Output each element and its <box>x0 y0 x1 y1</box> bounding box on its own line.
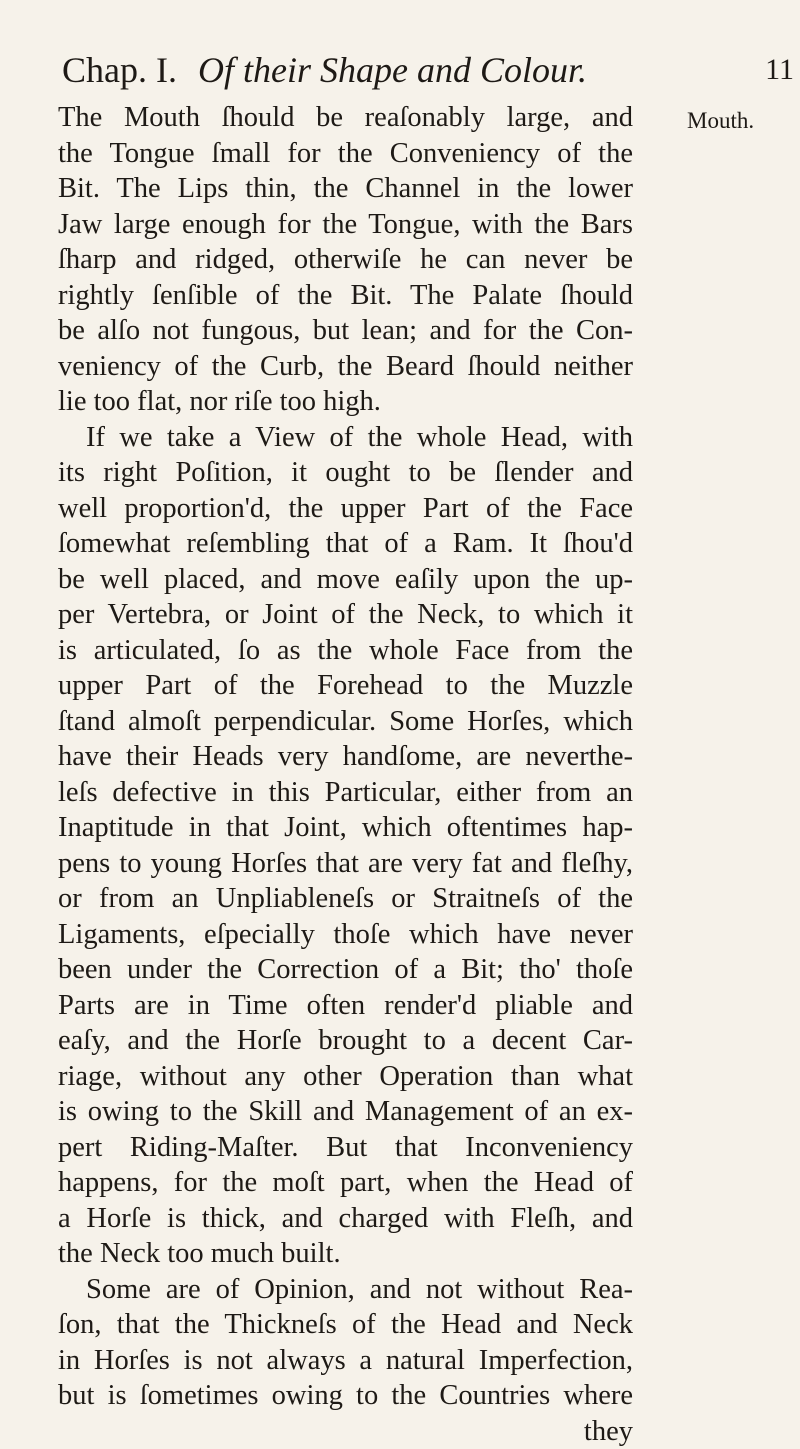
text-line: ſon, that the Thickneſs of the Head and Neck <box>58 1307 633 1343</box>
text-line: in Horſes is not always a natural Imperfection, <box>58 1343 633 1379</box>
text-line: be alſo not fungous, but lean; and for the Con- <box>58 313 633 349</box>
text-line: rightly ſenſible of the Bit. The Palate ſhould <box>58 278 633 314</box>
text-line: pert Riding-Maſter. But that Inconveniency <box>58 1130 633 1166</box>
text-line: ſharp and ridged, otherwiſe he can never be <box>58 242 633 278</box>
text-line: a Horſe is thick, and charged with Fleſh, and <box>58 1201 633 1237</box>
page-number: 11 <box>765 40 794 100</box>
text-line: Parts are in Time often render'd pliable and <box>58 988 633 1024</box>
text-line: riage, without any other Operation than what <box>58 1059 633 1095</box>
text-line: veniency of the Curb, the Beard ſhould neither <box>58 349 633 385</box>
text-line: If we take a View of the whole Head, with <box>58 420 633 456</box>
text-line: Some are of Opinion, and not without Rea- <box>58 1272 633 1308</box>
text-line: pens to young Horſes that are very fat and fleſhy, <box>58 846 633 882</box>
text-line: or from an Unpliablеneſs or Straitneſs of the <box>58 881 633 917</box>
text-line: the Tongue ſmall for the Conveniency of the <box>58 136 633 172</box>
catchword: they <box>58 1414 633 1449</box>
text-line: upper Part of the Forehead to the Muzzle <box>58 668 633 704</box>
page-header <box>62 40 794 100</box>
text-line: is owing to the Skill and Management of an ex- <box>58 1094 633 1130</box>
text-line: ſtand almoſt perpendicular. Some Horſes, which <box>58 704 633 740</box>
text-line: its right Poſition, it ought to be ſlender and <box>58 455 633 491</box>
text-line: eaſy, and the Horſe brought to a decent Car- <box>58 1023 633 1059</box>
text-line: Jaw large enough for the Tongue, with the Bars <box>58 207 633 243</box>
text-line: ſomewhat reſembling that of a Ram. It ſhou'd <box>58 526 633 562</box>
margin-note: Mouth. <box>687 108 754 134</box>
text-line: lie too flat, nor riſe too high. <box>58 384 633 420</box>
running-title: Of their Shape and Colour. <box>198 40 587 100</box>
text-line: but is ſometimes owing to the Countries where <box>58 1378 633 1414</box>
text-line: leſs defective in this Particular, either from an <box>58 775 633 811</box>
text-line: be well placed, and move eaſily upon the up- <box>58 562 633 598</box>
text-line: is articulated, ſo as the whole Face from the <box>58 633 633 669</box>
text-line: happens, for the moſt part, when the Head of <box>58 1165 633 1201</box>
text-line: Inaptitude in that Joint, which oftentimes hap- <box>58 810 633 846</box>
text-line: well proportion'd, the upper Part of the Face <box>58 491 633 527</box>
text-line: been under the Correction of a Bit; tho' thoſe <box>58 952 633 988</box>
body-text <box>58 100 633 1449</box>
text-line: Ligaments, eſpecially thoſe which have never <box>58 917 633 953</box>
text-line: the Neck too much built. <box>58 1236 633 1272</box>
chapter-label: Chap. I. <box>62 40 177 100</box>
text-line: The Mouth ſhould be reaſonably large, and <box>58 100 633 136</box>
text-line: Bit. The Lips thin, the Channel in the lower <box>58 171 633 207</box>
text-line: have their Heads very handſome, are neverthe- <box>58 739 633 775</box>
text-line: per Vertebra, or Joint of the Neck, to which it <box>58 597 633 633</box>
